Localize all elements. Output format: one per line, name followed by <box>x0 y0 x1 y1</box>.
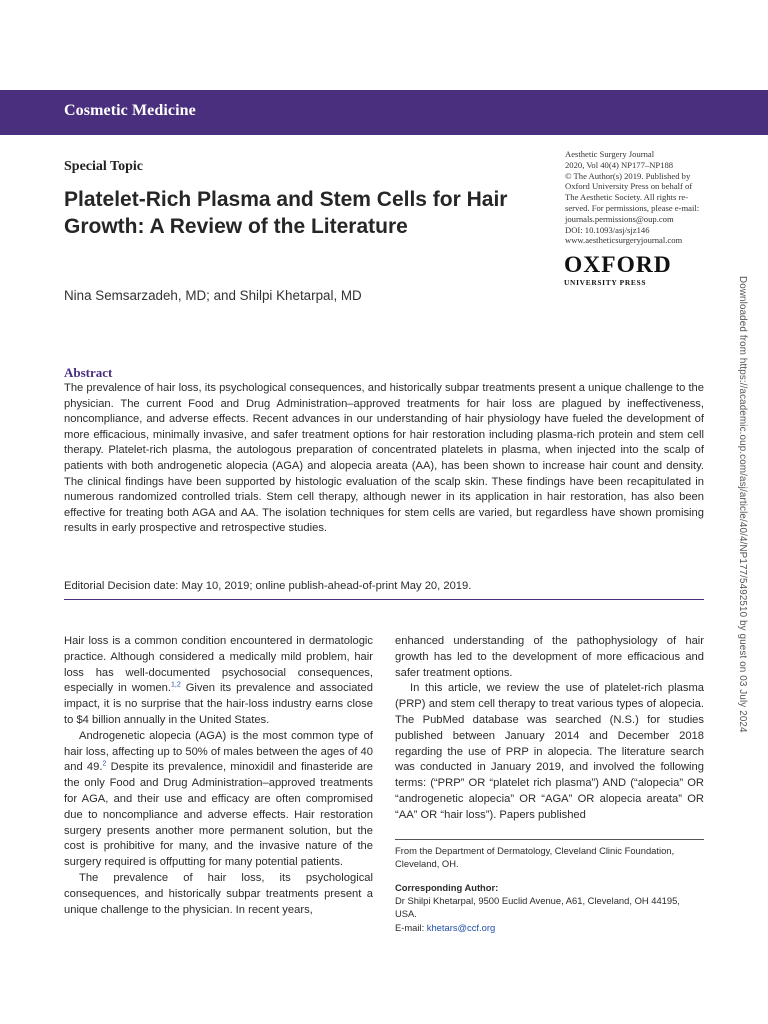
journal-meta-line: The Aesthetic Society. All rights re- <box>565 192 689 203</box>
journal-meta-line: Oxford University Press on behalf of <box>565 181 693 192</box>
body-paragraph <box>64 729 373 871</box>
body-text: Given its prevalence and associated impact, it is no surprise that the hair-loss industry earns close to $4 billion annually in the United States. <box>64 682 373 726</box>
editorial-decision: Editorial Decision date: May 10, 2019; online publish-ahead-of-print May 20, 2019. <box>64 580 472 592</box>
publisher-logo-sub: UNIVERSITY PRESS <box>564 278 647 287</box>
corresponding-author-heading: Corresponding Author: <box>395 882 499 893</box>
journal-meta-line: journals.permissions@oup.com <box>565 213 674 224</box>
email-label: E-mail: <box>395 921 427 933</box>
body-paragraph <box>64 634 373 729</box>
journal-meta-line: served. For permissions, please e-mail: <box>565 202 700 213</box>
section-divider <box>64 599 704 600</box>
article-title: Platelet-Rich Plasma and Stem Cells for Hair Growth: A Review of the Literature <box>64 188 508 238</box>
body-paragraph: In this article, we review the use of platelet-rich plasma (PRP) and stem cell therapy to treat various types of alopecia. The PubMed database was searched (N.S.) for studies published between January 2014 and December 2018 regarding the use of PRP in alopecia. The literature search was conducted in January 2019, and involved the following terms: (“PRP” OR “platelet rich plasma”) AND (“alopecia” OR “androgenetic alopecia” OR “AGA” OR alopecia areata” OR “AA” OR “hair loss”). Papers published <box>395 682 704 821</box>
journal-meta-line: 2020, Vol 40(4) NP177–NP188 <box>565 159 674 170</box>
journal-meta-line: DOI: 10.1093/asj/sjz146 <box>565 224 650 235</box>
citation-link[interactable]: 1,2 <box>171 681 181 689</box>
journal-meta <box>565 149 715 246</box>
body-column-right <box>395 634 704 824</box>
body-text: Despite its prevalence, minoxidil and finasteride are the only Food and Drug Administration–approved treatments for AGA, and their use and efficacy are often compromised due to noncompliance and adverse effects. Hair restoration surgery presents another more permanent solution, but the cost is prohibitive for many, and the invasive nature of the surgery required is offputting for many potential patients. <box>64 761 373 869</box>
section-title: Cosmetic Medicine <box>64 102 196 119</box>
journal-meta-line: Aesthetic Surgery Journal <box>565 149 655 159</box>
abstract-heading: Abstract <box>64 365 113 380</box>
publisher-logo-name: OXFORD <box>564 252 672 277</box>
corresponding-author <box>395 881 704 934</box>
article-category: Special Topic <box>64 159 143 174</box>
author-list: Nina Semsarzadeh, MD; and Shilpi Khetarpal, MD <box>64 288 362 303</box>
body-paragraph: The prevalence of hair loss, its psychological consequences, and historically subpar treatments present a unique challenge to the physician. In recent years, <box>64 871 373 916</box>
body-paragraph: enhanced understanding of the pathophysiology of hair growth has led to the development of more efficacious and safer treatment options. <box>395 635 704 679</box>
journal-meta-line: © The Author(s) 2019. Published by <box>565 170 691 181</box>
section-banner <box>0 90 768 135</box>
journal-meta-line: www.aestheticsurgeryjournal.com <box>565 235 683 246</box>
email-link[interactable]: khetars@ccf.org <box>426 921 496 933</box>
corresponding-author-email-line <box>395 921 704 934</box>
body-column-left <box>64 634 373 918</box>
download-watermark: Downloaded from https://academic.oup.com/asj/article/40/4/NP177/5492510 by guest on 03 July 2024 <box>737 276 748 733</box>
footnote-divider <box>395 839 704 840</box>
author-affiliation: From the Department of Dermatology, Cleveland Clinic Foundation, Cleveland, OH. <box>395 845 675 869</box>
body-text: Hair loss is a common condition encountered in dermatologic practice. Although considered a medically mild problem, hair loss has well-documented psychosocial consequences, especially in women. <box>64 635 373 695</box>
body-text: Androgenetic alopecia (AGA) is the most common type of hair loss, affecting up to 50% of males between the ages of 40 and 49. <box>64 729 373 774</box>
citation-link[interactable]: 2 <box>102 760 107 768</box>
corresponding-author-address: Dr Shilpi Khetarpal, 9500 Euclid Avenue, A61, Cleveland, OH 44195, USA. <box>395 895 680 920</box>
abstract-text: The prevalence of hair loss, its psychological consequences, and historically subpar treatments present a unique challenge to the physician. The current Food and Drug Administration–approved treatments for hair loss are plagued by ineffectiveness, noncompliance, and adverse effects. Recent advances in our understanding of hair physiology have fueled the development of more efficacious, minimally invasive, and safer treatment options for hair restoration including plasma-rich protein and stem cell therapy. Platelet-rich plasma, the autologous preparation of concentrated platelets in plasma, when injected into the scalp of patients with both androgenetic alopecia (AGA) and alopecia areata (AA), has been shown to increase hair count and density. The clinical findings have been supported by histologic evaluation of the scalp skin. These findings have been recapitulated in numerous randomized controlled trials. Stem cell therapy, although newer in its application in hair restoration, has also been effective for treating both AGA and AA. The isolation techniques for stem cells are varied, but regardless have shown promising results in early prospective and retrospective studies. <box>64 382 704 535</box>
publisher-logo <box>564 253 674 287</box>
